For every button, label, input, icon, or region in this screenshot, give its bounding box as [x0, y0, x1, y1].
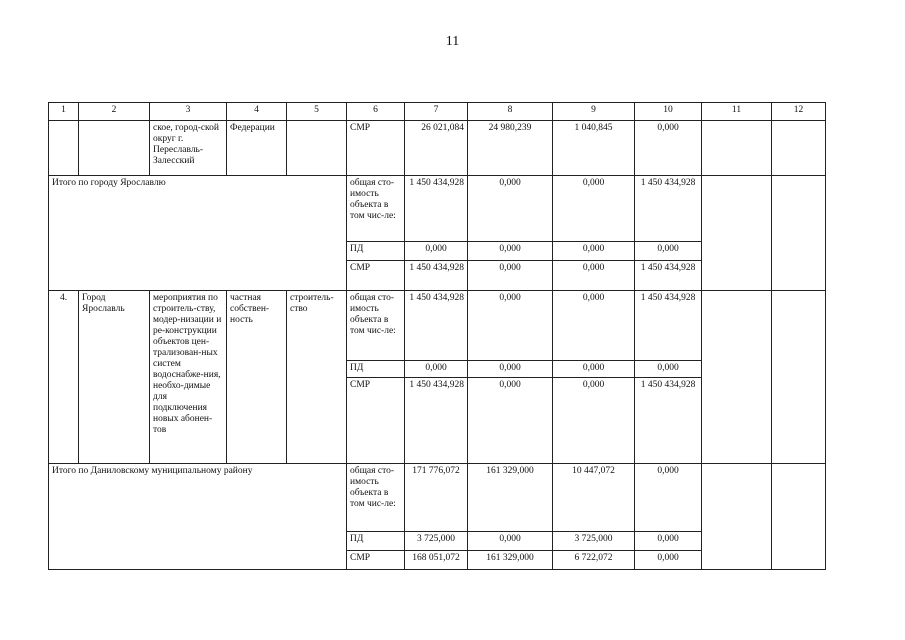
header-cell: 7	[405, 103, 468, 121]
page-number: 11	[445, 34, 460, 49]
header-cell: 2	[79, 103, 150, 121]
table-cell: ПД	[347, 532, 405, 551]
table-cell: 1 450 434,928	[405, 261, 468, 291]
table-cell: 161 329,000	[468, 464, 553, 532]
table-cell: 1 450 434,928	[635, 291, 702, 361]
table-cell: общая сто-имость объекта в том чис-ле:	[347, 291, 405, 361]
table-cell	[772, 291, 826, 464]
item-description: мероприятия по строитель-ству, модер-низации и ре-конструкции объектов цен-трализован-ных систем водоснабже-ния, необхо-димые для подключения новых абонен-тов	[150, 291, 227, 464]
table-cell	[702, 121, 772, 176]
table-cell	[772, 121, 826, 176]
table-cell: 0,000	[553, 361, 635, 378]
header-cell: 10	[635, 103, 702, 121]
header-cell: 5	[287, 103, 347, 121]
table-cell: 0,000	[468, 176, 553, 242]
table-cell: 0,000	[553, 176, 635, 242]
total-label: Итого по городу Ярославлю	[49, 176, 347, 291]
table-cell: СМР	[347, 551, 405, 570]
table-cell: ПД	[347, 361, 405, 378]
header-row	[49, 103, 826, 121]
table-cell: общая сто-имость объекта в том чис-ле:	[347, 176, 405, 242]
table-cell	[79, 121, 150, 176]
table-cell: 0,000	[635, 121, 702, 176]
table-cell: Федерации	[227, 121, 287, 176]
table-cell: 0,000	[553, 378, 635, 464]
table-cell	[772, 176, 826, 291]
item-city: Город Ярославль	[79, 291, 150, 464]
table-cell: 24 980,239	[468, 121, 553, 176]
header-cell: 6	[347, 103, 405, 121]
table-cell: 0,000	[468, 242, 553, 261]
table-cell: 0,000	[405, 361, 468, 378]
table-cell: 0,000	[468, 532, 553, 551]
table-cell: ское, город-ской округ г. Переславль-Залесский	[150, 121, 227, 176]
table-cell: 6 722,072	[553, 551, 635, 570]
table-cell: 0,000	[553, 242, 635, 261]
table-cell	[702, 464, 772, 570]
table-cell: 1 450 434,928	[405, 378, 468, 464]
table-cell: 0,000	[468, 378, 553, 464]
table-cell: общая сто-имость объекта в том чис-ле:	[347, 464, 405, 532]
table-cell: 3 725,000	[553, 532, 635, 551]
table-cell: 1 450 434,928	[405, 291, 468, 361]
header-cell: 12	[772, 103, 826, 121]
table-cell: 3 725,000	[405, 532, 468, 551]
table-cell: 10 447,072	[553, 464, 635, 532]
table-cell: СМР	[347, 378, 405, 464]
header-cell: 4	[227, 103, 287, 121]
header-cell: 1	[49, 103, 79, 121]
table-cell: 0,000	[635, 464, 702, 532]
table-row	[49, 291, 826, 361]
table-cell: 0,000	[468, 361, 553, 378]
table-cell	[702, 176, 772, 291]
table-cell: СМР	[347, 261, 405, 291]
table-cell: 1 450 434,928	[635, 261, 702, 291]
table-cell	[772, 464, 826, 570]
header-cell: 11	[702, 103, 772, 121]
header-cell: 8	[468, 103, 553, 121]
item-type: строитель-ство	[287, 291, 347, 464]
table-cell: 0,000	[635, 361, 702, 378]
table-cell: 1 450 434,928	[405, 176, 468, 242]
table-row	[49, 464, 826, 532]
table-cell: ПД	[347, 242, 405, 261]
table-row	[49, 121, 826, 176]
data-table	[48, 102, 826, 570]
table-cell: 171 776,072	[405, 464, 468, 532]
table-cell: 168 051,072	[405, 551, 468, 570]
table-cell: 0,000	[635, 532, 702, 551]
table-cell: 0,000	[405, 242, 468, 261]
table-cell	[49, 121, 79, 176]
table-cell: 26 021,084	[405, 121, 468, 176]
item-number: 4.	[49, 291, 79, 464]
header-cell: 9	[553, 103, 635, 121]
table-cell: 0,000	[635, 551, 702, 570]
table-cell: 0,000	[553, 291, 635, 361]
table-cell: 0,000	[553, 261, 635, 291]
table-row	[49, 176, 826, 242]
table-cell: 0,000	[468, 291, 553, 361]
header-cell: 3	[150, 103, 227, 121]
table-cell: 0,000	[468, 261, 553, 291]
table-cell	[702, 291, 772, 464]
total-label: Итого по Даниловскому муниципальному району	[49, 464, 347, 570]
table-cell	[287, 121, 347, 176]
table-cell: 0,000	[635, 242, 702, 261]
table-cell: 161 329,000	[468, 551, 553, 570]
table-cell: 1 040,845	[553, 121, 635, 176]
table-cell: СМР	[347, 121, 405, 176]
table-cell: 1 450 434,928	[635, 378, 702, 464]
table-cell: 1 450 434,928	[635, 176, 702, 242]
item-ownership: частная собствен-ность	[227, 291, 287, 464]
